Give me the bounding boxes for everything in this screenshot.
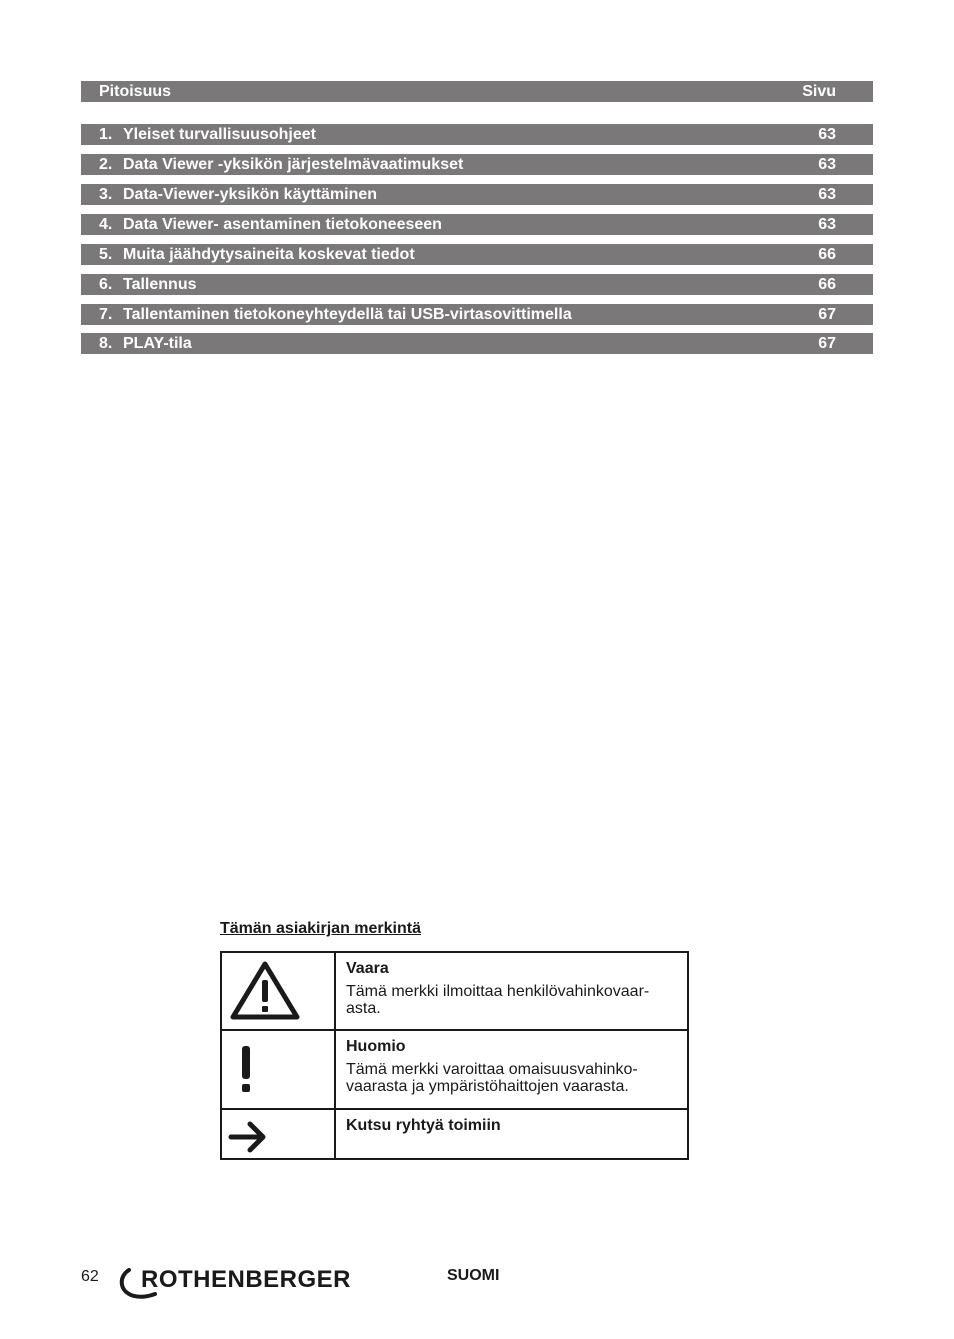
toc-item[interactable] bbox=[81, 304, 873, 325]
toc-item-title: Data Viewer- asentaminen tietokoneeseen bbox=[123, 216, 442, 233]
toc-item[interactable] bbox=[81, 244, 873, 265]
toc-item-number: 1. bbox=[99, 126, 113, 143]
toc-item-page: 63 bbox=[818, 126, 836, 143]
toc-item-title: Data-Viewer-yksikön käyttäminen bbox=[123, 186, 378, 203]
toc-header bbox=[81, 81, 873, 102]
toc-item-page: 63 bbox=[818, 186, 836, 203]
toc-item[interactable] bbox=[81, 214, 873, 235]
toc-item[interactable] bbox=[81, 333, 873, 354]
toc-item-page: 67 bbox=[818, 335, 836, 352]
toc-item-page: 66 bbox=[818, 276, 836, 293]
toc-item-title: Muita jäähdytysaineita koskevat tiedot bbox=[123, 246, 415, 263]
brand-wordmark: ROTHENBERGER bbox=[141, 1266, 352, 1293]
toc-header-page-label: Sivu bbox=[802, 83, 836, 100]
symbol-legend-table bbox=[220, 951, 689, 1160]
page-number: 62 bbox=[81, 1268, 99, 1285]
toc-item-title: Tallennus bbox=[123, 276, 197, 293]
legend-label: Vaara bbox=[346, 960, 389, 977]
toc-header-title: Pitoisuus bbox=[99, 83, 172, 100]
toc-item-number: 4. bbox=[99, 216, 113, 233]
toc-item-title: Data Viewer -yksikön järjestelmävaatimukset bbox=[123, 156, 464, 173]
legend-label: Kutsu ryhtyä toimiin bbox=[346, 1117, 501, 1134]
toc-item[interactable] bbox=[81, 154, 873, 175]
toc-item[interactable] bbox=[81, 274, 873, 295]
legend-row-danger bbox=[222, 953, 687, 1031]
toc-item-title: PLAY-tila bbox=[123, 335, 192, 352]
toc-item-page: 63 bbox=[818, 156, 836, 173]
rothenberger-logo bbox=[117, 1264, 357, 1300]
toc-item-number: 6. bbox=[99, 276, 113, 293]
toc-item-number: 7. bbox=[99, 306, 113, 323]
toc-item-page: 66 bbox=[818, 246, 836, 263]
toc-item[interactable] bbox=[81, 184, 873, 205]
language-label: SUOMI bbox=[447, 1267, 500, 1284]
toc-item-number: 3. bbox=[99, 186, 113, 203]
legend-title: Tämän asiakirjan merkintä bbox=[220, 920, 421, 937]
legend-description: Tämä merkki ilmoittaa henkilövahinkovaar-asta. bbox=[346, 983, 650, 1017]
legend-row-action bbox=[222, 1110, 687, 1158]
toc-item[interactable] bbox=[81, 124, 873, 145]
toc-item-page: 67 bbox=[818, 306, 836, 323]
legend-label: Huomio bbox=[346, 1038, 406, 1055]
toc-item-number: 2. bbox=[99, 156, 113, 173]
legend-row-notice bbox=[222, 1031, 687, 1110]
toc-item-number: 8. bbox=[99, 335, 113, 352]
toc-item-page: 63 bbox=[818, 216, 836, 233]
toc-item-number: 5. bbox=[99, 246, 113, 263]
toc-item-title: Yleiset turvallisuusohjeet bbox=[123, 126, 316, 143]
legend-description: Tämä merkki varoittaa omaisuusvahinko-vaarasta ja ympäristöhaittojen vaarasta. bbox=[346, 1061, 638, 1095]
toc-item-title: Tallentaminen tietokoneyhteydellä tai USB-virtasovittimella bbox=[123, 306, 572, 323]
